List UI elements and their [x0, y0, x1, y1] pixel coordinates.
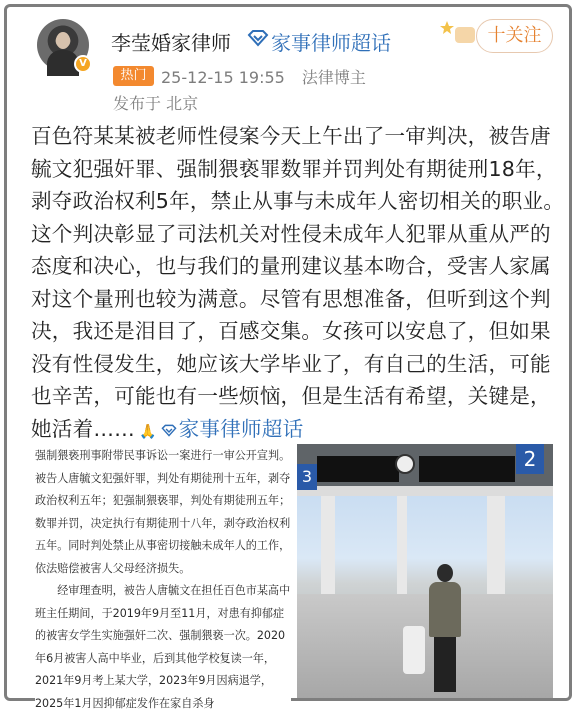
platform-roof-edge — [297, 486, 553, 496]
person-coat — [429, 582, 461, 637]
platform-number-left: 3 — [297, 464, 317, 490]
location: 发布于 北京 — [113, 94, 199, 113]
person-head — [437, 564, 453, 582]
source-tag[interactable]: 法律博主 — [301, 68, 366, 87]
post-body — [31, 120, 565, 448]
pray-hands-icon: 🙏 — [138, 423, 157, 440]
avatar-face — [56, 32, 70, 49]
station-photo[interactable] — [297, 444, 553, 698]
timestamp: 25-12-15 19:55 — [161, 68, 285, 87]
post-card — [4, 4, 572, 710]
clock-icon — [395, 454, 415, 474]
departure-board-red — [317, 456, 399, 482]
departure-board-green — [419, 456, 515, 482]
hot-badge: 热门 — [113, 66, 154, 86]
star-decoration-icon — [439, 17, 479, 47]
luggage — [403, 626, 425, 674]
super-topic-link[interactable]: 家事律师超话 — [271, 31, 391, 55]
person-figure — [425, 564, 465, 694]
document-paragraph: 强制猥亵刑事附带民事诉讼一案进行一审公开宣判。被告人唐毓文犯强奸罪，判处有期徒刑十五年，剥夺政治权利五年；犯强制猥亵罪，判处有期徒刑五年；数罪并罚，决定执行有期徒刑十八年，剥夺政治权利五年。同时判处禁止从事密切接触未成年人的工作，依法赔偿被害人父母经济损失。 — [35, 449, 291, 575]
document-paragraph: 经审理查明，被告人唐毓文在担任百色市某高中班主任期间，于2019年9月至11月，对患有抑郁症的被害女学生实施强奸二次、强制猥亵一次。2020年6月被害人高中毕业，后到其他学校复读一年，2021年9月考上某大学，2023年9月因病退学，2025年1月因抑郁症发作在家自杀身 — [35, 584, 291, 710]
platform-number-right: 2 — [516, 444, 544, 474]
post-topic-link[interactable]: 家事律师超话 — [178, 416, 304, 441]
username[interactable]: 李莹婚家律师 — [111, 31, 231, 55]
super-topic-diamond-icon — [247, 30, 269, 46]
super-topic-diamond-icon — [161, 424, 177, 437]
verified-badge-icon: V — [74, 55, 92, 73]
post-text: 百色符某某被老师性侵案今天上午出了一审判决，被告唐毓文犯强奸罪、强制猥亵罪数罪并罚判处有期徒刑18年，剥夺政治权利5年，禁止从事与未成年人密切相关的职业。这个判决彰显了司法机关对性侵未成年人犯罪从重从严的态度和决心，也与我们的量刑建议基本吻合，受害人家属对这个量刑也较为满意。尽管有思想准备，但听到这个判决，我还是泪目了，百感交集。女孩可以安息了，但如果没有性侵发生，她应该大学毕业了，有自己的生活，可能也辛苦，可能也有一些烦恼，但是生活有希望，关键是，她活着…… — [31, 124, 565, 441]
document-image[interactable] — [35, 445, 291, 710]
post-meta — [161, 65, 378, 88]
person-legs — [434, 637, 456, 692]
follow-button[interactable]: 十关注 — [476, 19, 553, 53]
